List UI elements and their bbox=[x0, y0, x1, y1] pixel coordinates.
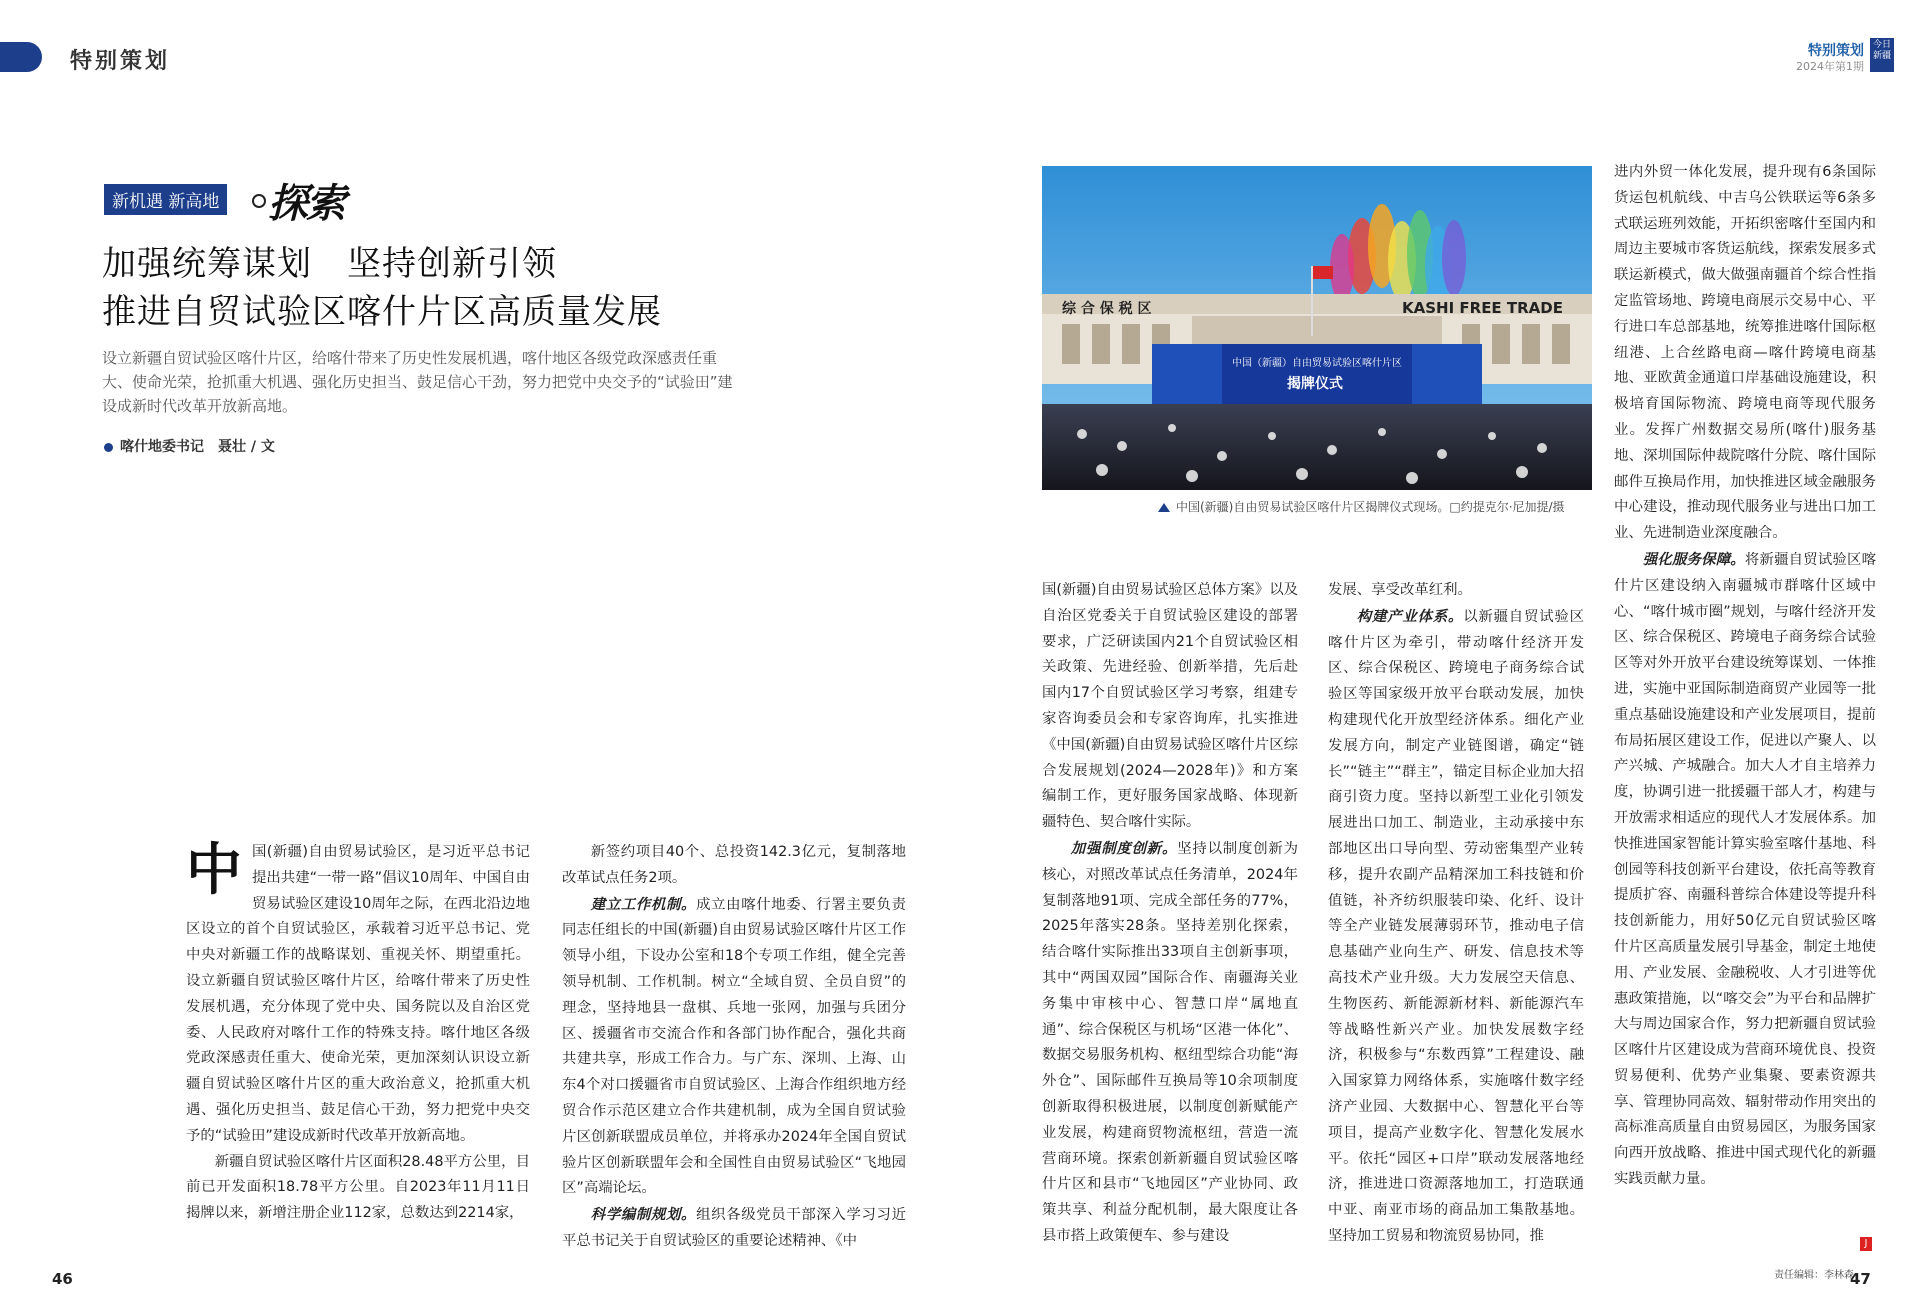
article-end-mark: J bbox=[1860, 1237, 1872, 1251]
body-paragraph bbox=[1614, 160, 1876, 547]
body-paragraph bbox=[1328, 578, 1584, 604]
article-title-line1: 加强统筹谋划 坚持创新引领 bbox=[102, 244, 557, 284]
column-tag: 新机遇 新高地 bbox=[104, 184, 227, 215]
page-number-left: 46 bbox=[52, 1270, 73, 1288]
header-bar-decoration bbox=[0, 42, 42, 72]
body-paragraph bbox=[1614, 547, 1876, 1193]
responsible-editor: 责任编辑：李林森 bbox=[1774, 1270, 1854, 1281]
text-column-4 bbox=[1328, 578, 1584, 1250]
article-title-line2: 推进自贸试验区喀什片区高质量发展 bbox=[102, 292, 662, 332]
article-lead: 设立新疆自贸试验区喀什片区，给喀什带来了历史性发展机遇，喀什地区各级党政深感责任重大、使命光荣，抢抓重大机遇、强化历史担当、鼓足信心干劲，努力把党中央交予的“试验田”建设成新时代改革开放新高地。 bbox=[102, 349, 733, 415]
drop-cap: 中 bbox=[186, 837, 242, 903]
paragraph-text: 成立由喀什地委、行署主要负责同志任组长的中国(新疆)自由贸易试验区喀什片区工作领导小组，下设办公室和18个专项工作组，健全完善领导机制、工作机制。树立“全域自贸、全员自贸”的理念，坚持地县一盘棋、兵地一张网，加强与兵团分区、援疆省市交流合作和各部门协作配合，强化共商共建共享，形成工作合力。与广东、深圳、上海、山东4个对口援疆省市自贸试验区、上海合作组织地方经贸合作示范区建立合作共建机制，成为全国自贸试验片区创新联盟成员单位，并将承办2024年全国自贸试验片区创新联盟年会和全国性自由贸易试验区“飞地园区”高端论坛。 bbox=[562, 896, 906, 1197]
magazine-badge: 今日新疆 bbox=[1870, 38, 1894, 72]
issue-label: 2024年第1期 bbox=[1796, 60, 1864, 73]
section-title-left: 特别策划 bbox=[70, 49, 171, 74]
article-author: 喀什地委书记 聂壮 / 文 bbox=[120, 439, 275, 455]
paragraph-text: 坚持以制度创新为核心，对照改革试点任务清单，2024年复制落地91项、完成全部任务的77%，2025年落实28条。坚持差别化探索，结合喀什实际推出33项自主创新事项，其中“两国双园”国际合作、南疆海关业务集中审核中心、智慧口岸“属地直通”、综合保税区与机场“区港一体化”、数据交易服务机构、枢纽型综合功能“海外仓”、国际邮件互换局等10余项制度创新取得积极进展，以制度创新赋能产业发展，构建商贸物流枢纽，营造一流营商环境。探索创新新疆自贸试验区喀什片区和县市“飞地园区”产业协同、政策共享、利益分配机制，最大限度让各县市搭上政策便车、参与建设 bbox=[1042, 840, 1298, 1244]
tag-dot-decoration bbox=[252, 194, 266, 208]
body-paragraph bbox=[562, 1202, 906, 1255]
column-tag-script: 探索 bbox=[268, 180, 344, 227]
paragraph-heading: 科学编制规划。 bbox=[590, 1206, 697, 1224]
text-column-2 bbox=[562, 840, 906, 1255]
photo-caption: 中国(新疆)自由贸易试验区喀什片区揭牌仪式现场。□约提克尔·尼加提/摄 bbox=[1176, 500, 1565, 514]
paragraph-text: 发展、享受改革红利。 bbox=[1328, 582, 1472, 598]
paragraph-text: 以新疆自贸试验区喀什片区为牵引，带动喀什经济开发区、综合保税区、跨境电子商务综合试验区等国家级开放平台联动发展，加快构建现代化开放型经济体系。细化产业发展方向，制定产业链图谱，确定“链长”“链主”“群主”，锚定目标企业加大招商引资力度。坚持以新型工业化引领发展进出口加工、制造业，主动承接中东部地区出口导向型、劳动密集型产业转移，提升农副产品精深加工科技链和价值链，补齐纺织服装印染、化纤、设计等全产业链发展薄弱环节，推动电子信息基础产业向生产、研发、信息技术等高技术产业升级。大力发展空天信息、生物医药、新能源新材料、新能源汽车等战略性新兴产业。加快发展数字经济，积极参与“东数西算”工程建设、融入国家算力网络体系，实施喀什数字经济产业园、大数据中心、智慧化平台等项目，提高产业数字化、智慧化发展水平。依托“园区+口岸”联动发展落地经济，推进进口资源落地加工，打造联通中亚、南亚市场的商品加工集散基地。坚持加工贸易和物流贸易协同，推 bbox=[1328, 608, 1584, 1244]
text-column-1 bbox=[186, 837, 530, 1227]
body-paragraph bbox=[562, 892, 906, 1203]
section-title-right: 特别策划 bbox=[1808, 43, 1864, 59]
text-column-5 bbox=[1614, 160, 1876, 1193]
body-paragraph: 国(新疆)自由贸易试验区，是习近平总书记提出共建“一带一路”倡议10周年、中国自由贸易试验区建设10周年之际，在西北沿边地区设立的首个自贸试验区，承载着习近平总书记、党中央对新疆工作的战略谋划、重视关怀、期望重托。设立新疆自贸试验区喀什片区，给喀什带来了历史性发展机遇，充分体现了党中央、国务院以及自治区党委、人民政府对喀什工作的特殊支持。喀什地区各级党政深感责任重大、使命光荣，更加深刻认识设立新疆自贸试验区喀什片区的重大政治意义，抢抓重大机遇、强化历史担当、鼓足信心干劲，努力把党中央交予的“试验田”建设成新时代改革开放新高地。 bbox=[186, 844, 530, 1144]
sign-text-right: KASHI FREE TRADE bbox=[1402, 299, 1563, 317]
paragraph-text: 进内外贸一体化发展，提升现有6条国际货运包机航线、中吉乌公铁联运等6条多式联运班列效能，开拓织密喀什至国内和周边主要城市客货运航线，探索发展多式联运新模式，做大做强南疆首个综合性指定监管场地、跨境电商展示交易中心、平行进口车总部基地，统筹推进喀什国际枢纽港、上合丝路电商—喀什跨境电商基地、亚欧黄金通道口岸基础设施建设，积极培育国际物流、跨境电商等现代服务业。发挥广州数据交易所(喀什)服务基地、深圳国际仲裁院喀什分院、喀什国际邮件互换局作用，加快推进区域金融服务中心建设，推动现代服务业与进出口加工业、先进制造业深度融合。 bbox=[1614, 164, 1876, 542]
body-paragraph bbox=[1042, 836, 1298, 1250]
body-paragraph: 新签约项目40个、总投资142.3亿元，复制落地改革试点任务2项。 bbox=[562, 844, 906, 886]
ceremony-photo bbox=[1042, 166, 1592, 490]
paragraph-heading: 强化服务保障。 bbox=[1642, 550, 1745, 568]
paragraph-text: 组织各级党员干部深入学习习近平总书记关于自贸试验区的重要论述精神、《中 bbox=[562, 1207, 906, 1249]
body-paragraph bbox=[1328, 604, 1584, 1250]
author-bullet-icon bbox=[104, 443, 113, 452]
body-paragraph: 新疆自贸试验区喀什片区面积28.48平方公里，目前已开发面积18.78平方公里。自2023年11月11日揭牌以来，新增注册企业112家，总数达到2214家， bbox=[186, 1153, 530, 1222]
paragraph-heading: 加强制度创新。 bbox=[1070, 839, 1178, 857]
text-column-3 bbox=[1042, 578, 1298, 1250]
screen-title-text: 中国（新疆）自由贸易试验区喀什片区 bbox=[1232, 358, 1402, 369]
sign-text-left: 综 合 保 税 区 bbox=[1062, 301, 1152, 317]
paragraph-text: 将新疆自贸试验区喀什片区建设纳入南疆城市群喀什区域中心、“喀什城市圈”规划，与喀什经济开发区、综合保税区、跨境电子商务综合试验区等对外开放平台建设统筹谋划、一体推进，实施中亚国际制造商贸产业园等一批重点基础设施建设和产业发展项目，提前布局拓展区建设工作，促进以产聚人、以产兴城、产城融合。加大人才自主培养力度，协调引进一批援疆干部人才，构建与开放需求相适应的现代人才发展体系。加快推进国家智能计算实验室喀什基地、科创园等科技创新平台建设，依托高等教育提质扩容、南疆科普综合体建设等提升科技创新能力，用好50亿元自贸试验区喀什片区高质量发展引导基金，制定土地使用、产业发展、金融税收、人才引进等优惠政策措施，以“喀交会”为平台和品牌扩大与周边国家合作，努力把新疆自贸试验区喀什片区建设成为营商环境优良、投资贸易便利、优势产业集聚、要素资源共享、管理协同高效、辐射带动作用突出的高标准高质量自由贸易园区，为服务国家向西开放战略、推进中国式现代化的新疆实践贡献力量。 bbox=[1614, 551, 1876, 1188]
paragraph-text: 国(新疆)自由贸易试验区总体方案》以及自治区党委关于自贸试验区建设的部署要求，广泛研读国内21个自贸试验区相关政策、先进经验、创新举措，先后赴国内17个自贸试验区学习考察，组建专家咨询委员会和专家咨询库，扎实推进《中国(新疆)自由贸易试验区喀什片区综合发展规划(2024—2028年)》和方案编制工作，更好服务国家战略、体现新疆特色、契合喀什实际。 bbox=[1042, 582, 1298, 831]
paragraph-heading: 构建产业体系。 bbox=[1356, 607, 1464, 625]
page-number-right: 47 bbox=[1850, 1270, 1871, 1288]
body-paragraph bbox=[1042, 578, 1298, 836]
screen-sub-text: 揭牌仪式 bbox=[1287, 376, 1343, 392]
caption-marker-icon bbox=[1158, 503, 1170, 512]
paragraph-heading: 建立工作机制。 bbox=[590, 895, 697, 913]
